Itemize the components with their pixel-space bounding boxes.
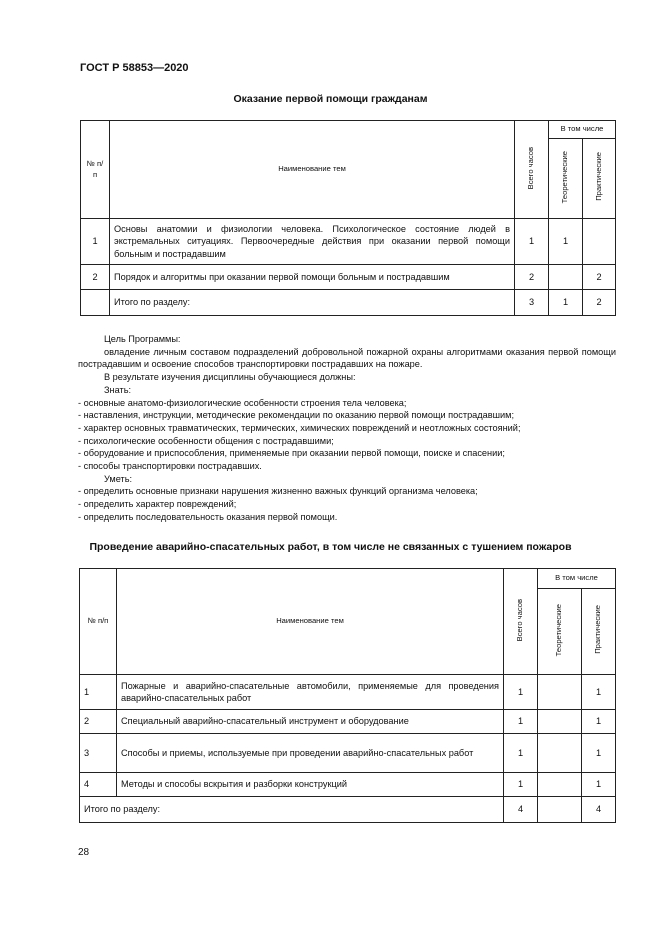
row-practice — [583, 219, 616, 265]
total-hours: 4 — [504, 797, 538, 823]
row-theory — [549, 265, 583, 290]
goal-text: овладение личным составом подразделений добровольной пожарной охраны алгоритмами оказания первой помощи пострадавшим и освоение способов транспортировки пострадавших на пожаре. — [78, 346, 616, 370]
row-total: 1 — [504, 675, 538, 710]
col-theory-header: Теоретические — [538, 589, 582, 675]
total-theory — [538, 797, 582, 823]
row-num: 4 — [80, 773, 117, 797]
col-including-header: В том числе — [549, 121, 616, 139]
rescue-works-table — [79, 568, 616, 823]
table-total-row — [80, 797, 616, 823]
row-num: 3 — [80, 734, 117, 773]
row-practice: 1 — [582, 710, 616, 734]
total-practice: 2 — [583, 290, 616, 316]
col-practice-header: Практические — [582, 589, 616, 675]
row-practice: 1 — [582, 734, 616, 773]
section2-title: Проведение аварийно-спасательных работ, в том числе не связанных с тушением пожаров — [89, 541, 572, 553]
goal-label: Цель Программы: — [104, 334, 181, 344]
col-theory-header: Теоретические — [549, 139, 583, 219]
row-name: Порядок и алгоритмы при оказании первой помощи больным и пострадавшим — [110, 265, 515, 290]
row-num: 2 — [80, 710, 117, 734]
can-label: Уметь: — [104, 473, 133, 484]
row-name: Основы анатомии и физиологии человека. Психологическое состояние людей в экстремальных ситуациях. Первоочередные действия при оказании первой помощи больным и пострадавшим — [110, 219, 515, 265]
col-num-header: № п/п — [81, 121, 110, 219]
row-name: Специальный аварийно-спасательный инструмент и оборудование — [117, 710, 504, 734]
result-intro: В результате изучения дисциплины обучающиеся должны: — [104, 372, 356, 383]
list-item: - определить основные признаки нарушения жизненно важных функций организма человека; — [78, 486, 478, 497]
table-row — [81, 265, 616, 290]
total-hours: 3 — [515, 290, 549, 316]
total-theory: 1 — [549, 290, 583, 316]
row-practice: 1 — [582, 773, 616, 797]
row-theory: 1 — [549, 219, 583, 265]
row-theory — [538, 675, 582, 710]
col-num-header: № п/п — [80, 569, 117, 675]
col-name-header: Наименование тем — [110, 121, 515, 219]
row-name: Методы и способы вскрытия и разборки конструкций — [117, 773, 504, 797]
row-name: Способы и приемы, используемые при проведении аварийно-спасательных работ — [117, 734, 504, 773]
total-practice: 4 — [582, 797, 616, 823]
col-total-header: Всего часов — [515, 121, 549, 219]
row-total: 1 — [515, 219, 549, 265]
row-total: 1 — [504, 773, 538, 797]
list-item: - определить последовательность оказания первой помощи. — [78, 511, 338, 522]
row-num: 1 — [80, 675, 117, 710]
row-total: 2 — [515, 265, 549, 290]
table-row — [80, 710, 616, 734]
row-practice: 2 — [583, 265, 616, 290]
table-row — [81, 219, 616, 265]
total-label: Итого по разделу: — [110, 290, 515, 316]
program-goals-text — [78, 333, 616, 524]
list-item: - способы транспортировки пострадавших. — [78, 461, 262, 472]
list-item: - характер основных травматических, термических, химических повреждений и неотложных состояний; — [78, 422, 521, 433]
row-total: 1 — [504, 710, 538, 734]
col-total-header: Всего часов — [504, 569, 538, 675]
document-code: ГОСТ Р 58853—2020 — [80, 62, 189, 74]
list-item: - наставления, инструкции, методические рекомендации по оказанию первой помощи пострадавшим; — [78, 410, 515, 421]
col-name-header: Наименование тем — [117, 569, 504, 675]
row-num: 1 — [81, 219, 110, 265]
page-number: 28 — [78, 847, 90, 858]
first-aid-table — [80, 120, 616, 316]
section1-title: Оказание первой помощи гражданам — [233, 93, 428, 105]
list-item: - оборудование и приспособления, применяемые при оказании первой помощи, поиске и спасении; — [78, 448, 505, 459]
row-num: 2 — [81, 265, 110, 290]
row-theory — [538, 710, 582, 734]
list-item: - психологические особенности общения с пострадавшими; — [78, 435, 334, 446]
table-row — [80, 675, 616, 710]
list-item: - основные анатомо-физиологические особенности строения тела человека; — [78, 397, 407, 408]
row-theory — [538, 734, 582, 773]
row-name: Пожарные и аварийно-спасательные автомобили, применяемые для проведения аварийно-спасательных работ — [117, 675, 504, 710]
know-label: Знать: — [104, 384, 132, 395]
col-practice-header: Практические — [583, 139, 616, 219]
table-total-row — [81, 290, 616, 316]
row-total: 1 — [504, 734, 538, 773]
table-row — [80, 734, 616, 773]
table-row — [80, 773, 616, 797]
total-label: Итого по разделу: — [80, 797, 504, 823]
row-practice: 1 — [582, 675, 616, 710]
list-item: - определить характер повреждений; — [78, 499, 237, 510]
col-including-header: В том числе — [538, 569, 616, 589]
row-theory — [538, 773, 582, 797]
